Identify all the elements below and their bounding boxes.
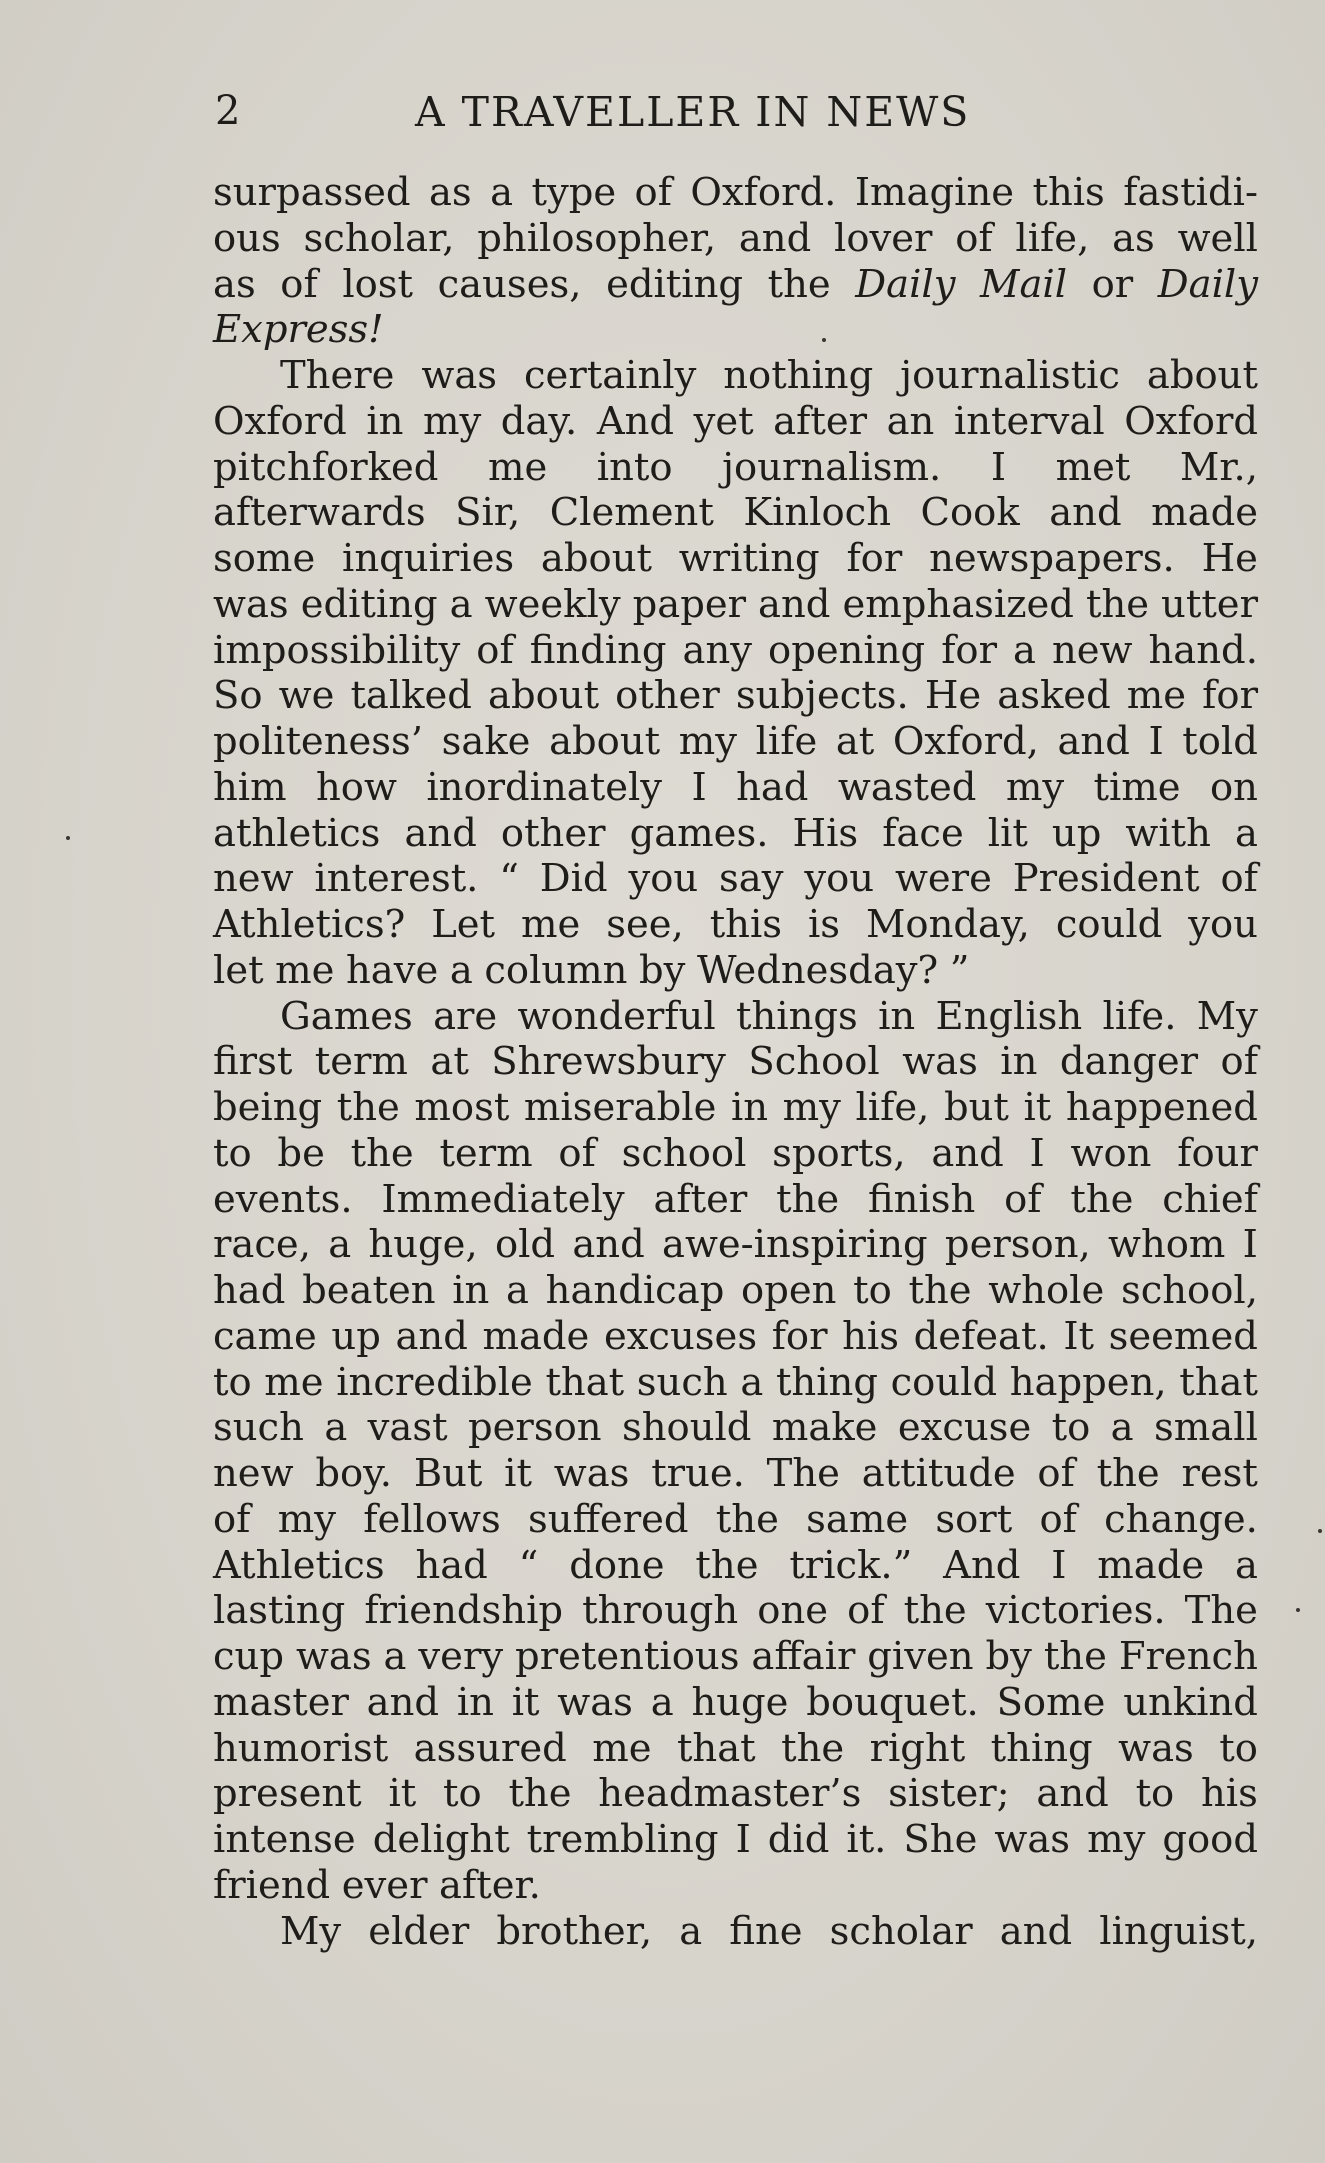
text-line: to be the term of school sports, and I won four — [213, 1130, 1258, 1176]
print-speck — [66, 836, 70, 840]
text-line: of my fellows suffered the same sort of change. — [213, 1496, 1258, 1542]
text-line: My elder brother, a fine scholar and linguist, — [280, 1908, 1258, 1954]
text-line: surpassed as a type of Oxford. Imagine this fastidi- — [213, 170, 1258, 215]
text-line: new interest. “ Did you say you were President of — [213, 856, 1258, 902]
text-line: being the most miserable in my life, but it happened — [213, 1085, 1258, 1130]
page-number: 2 — [215, 88, 242, 134]
print-speck — [822, 338, 826, 342]
text-line: some inquiries about writing for newspapers. He — [213, 536, 1258, 581]
print-speck — [1296, 1608, 1300, 1612]
text-line: politeness’ sake about my life at Oxford, and I told — [213, 719, 1258, 764]
text-line: friend ever after. — [213, 1862, 541, 1908]
text-line: race, a huge, old and awe-inspiring person, whom I — [213, 1222, 1258, 1268]
text-line: athletics and other games. His face lit up with a — [213, 810, 1258, 856]
text-line: Express! — [213, 307, 384, 353]
text-line: such a vast person should make excuse to a small — [213, 1405, 1258, 1451]
body-text — [213, 170, 1258, 1954]
text-line: Games are wonderful things in English life. My — [280, 993, 1258, 1039]
text-line: master and in it was a huge bouquet. Some unkind — [213, 1679, 1258, 1725]
text-line: ous scholar, philosopher, and lover of life, as well — [213, 215, 1258, 261]
text-line: present it to the headmaster’s sister; and to his — [213, 1771, 1258, 1817]
text-line: Athletics had “ done the trick.” And I made a — [213, 1542, 1258, 1588]
text-line: was editing a weekly paper and emphasized the utter — [213, 581, 1258, 627]
text-line: had beaten in a handicap open to the whole school, — [213, 1268, 1258, 1313]
text-line: afterwards Sir, Clement Kinloch Cook and made — [213, 490, 1258, 536]
text-line: pitchforked me into journalism. I met Mr., — [213, 444, 1258, 490]
text-line: new boy. But it was true. The attitude of the rest — [213, 1451, 1258, 1496]
text-line: cup was a very pretentious affair given by the French — [213, 1634, 1258, 1679]
text-line: intense delight trembling I did it. She was my good — [213, 1817, 1258, 1862]
text-line: to me incredible that such a thing could happen, that — [213, 1359, 1258, 1405]
text-line: first term at Shrewsbury School was in danger of — [213, 1039, 1258, 1085]
text-line: Athletics? Let me see, this is Monday, could you — [213, 902, 1258, 947]
text-line: events. Immediately after the finish of the chief — [213, 1176, 1258, 1222]
text-line: So we talked about other subjects. He asked me for — [213, 673, 1258, 719]
text-line: lasting friendship through one of the victories. The — [213, 1588, 1258, 1634]
text-line: as of lost causes, editing the Daily Mail or Daily — [213, 261, 1258, 307]
text-line: let me have a column by Wednesday? ” — [213, 947, 970, 993]
page-header — [215, 88, 1260, 138]
running-title: A TRAVELLER IN NEWS — [415, 88, 971, 136]
text-line: Oxford in my day. And yet after an interval Oxford — [213, 398, 1258, 444]
text-line: him how inordinately I had wasted my time on — [213, 764, 1258, 810]
text-line: impossibility of finding any opening for a new hand. — [213, 627, 1258, 673]
print-speck — [1318, 1529, 1322, 1533]
text-line: There was certainly nothing journalistic about — [280, 353, 1258, 398]
text-line: humorist assured me that the right thing was to — [213, 1725, 1258, 1771]
text-line: came up and made excuses for his defeat. It seemed — [213, 1313, 1258, 1359]
